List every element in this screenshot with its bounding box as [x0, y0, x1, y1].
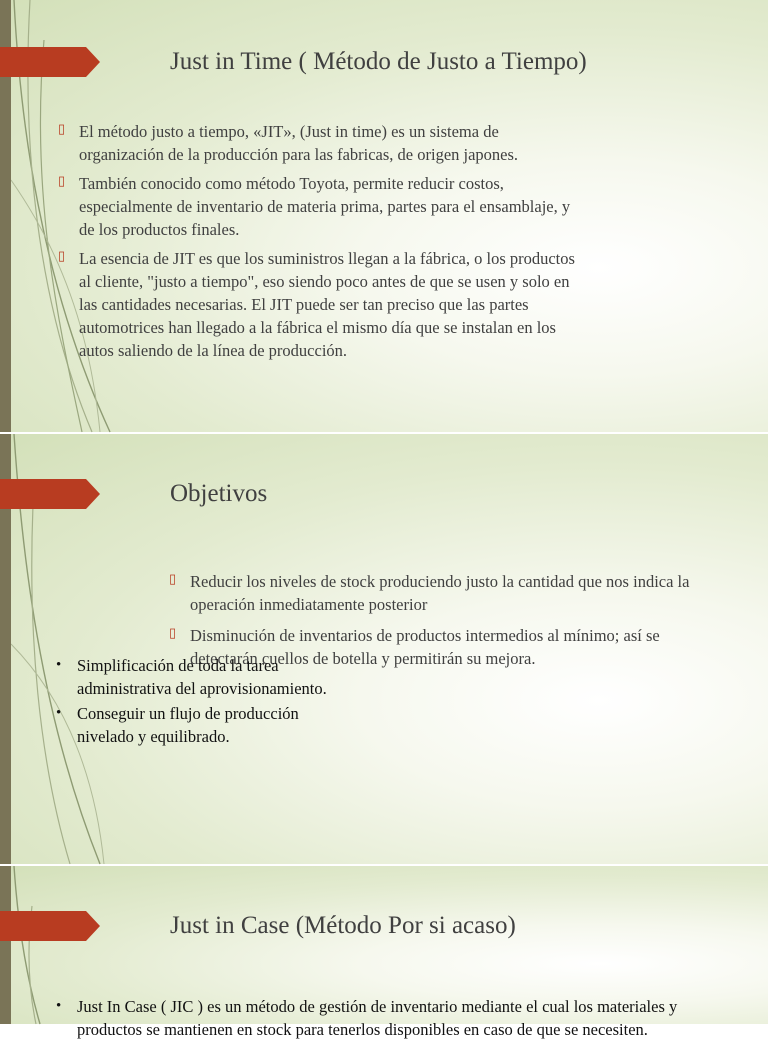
slide-title: Just in Time ( Método de Justo a Tiempo) — [170, 48, 587, 75]
slide-title: Objetivos — [170, 480, 268, 507]
square-bullet-icon: ▯ — [169, 571, 177, 586]
bullet-list — [58, 120, 579, 362]
slide-title: Just in Case (Método Por si acaso) — [170, 912, 516, 939]
square-bullet-icon: ▯ — [58, 248, 66, 263]
dot-bullet-icon: • — [56, 657, 62, 673]
square-bullet-icon: ▯ — [169, 625, 177, 640]
list-item: • Simplificación de toda la tarea administrativa del aprovisionamiento. — [56, 656, 327, 698]
square-bullet-icon: ▯ — [58, 121, 66, 136]
arrow-marker-icon — [0, 479, 100, 509]
arrow-marker-icon — [0, 47, 100, 77]
dot-bullet-icon: • — [56, 705, 62, 721]
arrow-marker-icon — [0, 911, 100, 941]
list-item: • Conseguir un flujo de producción nivelado y equilibrado. — [56, 704, 299, 746]
dot-bullet-icon: • — [56, 998, 62, 1014]
slide-just-in-time — [0, 0, 768, 432]
dot-list — [56, 654, 337, 748]
list-item: • Just In Case ( JIC ) es un método de gestión de inventario mediante el cual los materiales y productos se mantienen en stock para tenerlos disponibles en caso de que se necesiten. — [56, 997, 678, 1039]
slide-just-in-case — [0, 866, 768, 1039]
square-bullet-icon: ▯ — [58, 173, 66, 188]
left-side-bar — [0, 866, 11, 1024]
list-item: ▯ Reducir los niveles de stock produciendo justo la cantidad que nos indica la operación inmediatamente posterior — [190, 570, 730, 616]
list-item: ▯ Disminución de inventarios de productos intermedios al mínimo; así se detectarán cuellos de botella y permitirán su mejora. — [190, 624, 730, 670]
list-item: ▯ También conocido como método Toyota, permite reducir costos, especialmente de inventario de materia prima, partes para el ensamblaje, y de los productos finales. — [79, 172, 579, 241]
list-item: ▯ La esencia de JIT es que los suministros llegan a la fábrica, o los productos al cliente, "justo a tiempo", eso siendo poco antes de que se usen y solo en las cantidades necesarias. El JIT puede ser tan preciso que las partes automotrices han llegado a la fábrica el mismo día que se instalan en los autos saliendo de la línea de producción. — [79, 247, 579, 362]
list-item: ▯ El método justo a tiempo, «JIT», (Just in time) es un sistema de organización de la producción para las fabricas, de origen japones. — [79, 120, 579, 166]
dot-list — [56, 995, 697, 1041]
slide-objetivos — [0, 434, 768, 864]
